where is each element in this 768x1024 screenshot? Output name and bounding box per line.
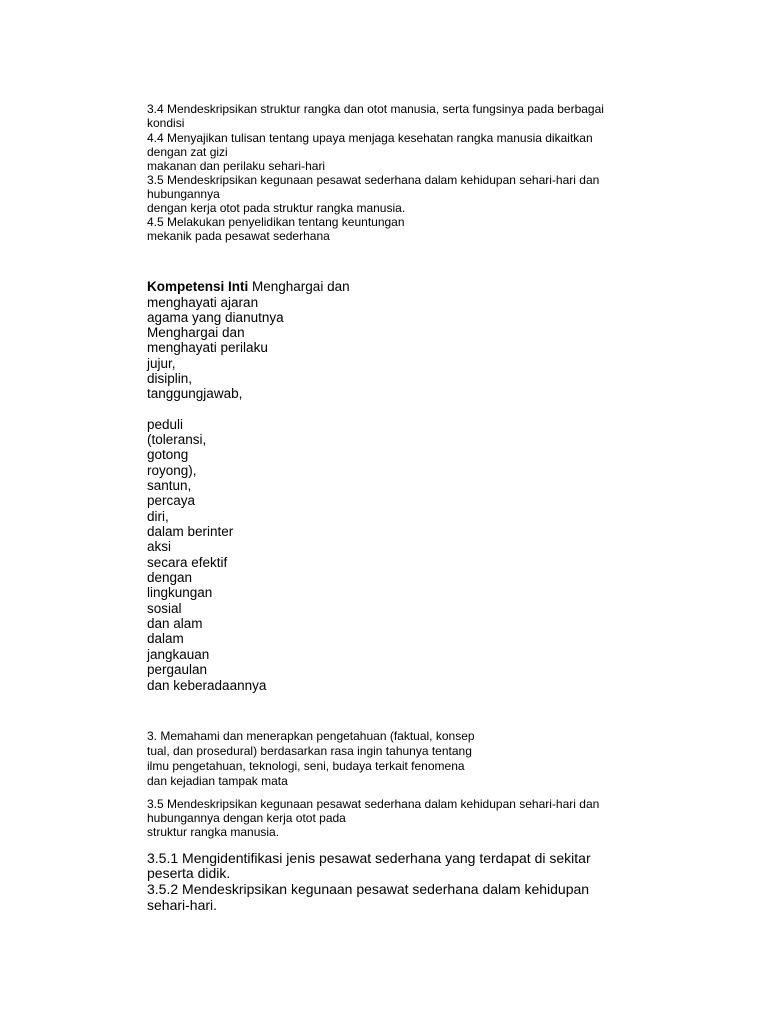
text-line: 4.4 Menyajikan tulisan tentang upaya menjaga kesehatan rangka manusia dikaitkan — [147, 131, 593, 145]
kompetensi-line: gotong — [147, 447, 189, 462]
kompetensi-line: agama yang dianutnya — [147, 310, 284, 325]
kompetensi-line: dalam — [147, 631, 184, 646]
kompetensi-heading-line — [147, 279, 350, 294]
text-line: peserta didik. — [147, 865, 231, 881]
kompetensi-line: pergaulan — [147, 662, 208, 677]
kompetensi-line: menghayati ajaran — [147, 295, 259, 310]
kompetensi-line: jangkauan — [147, 647, 210, 662]
kompetensi-line: secara efektif — [147, 555, 228, 570]
kompetensi-line: dan keberadaannya — [147, 678, 267, 693]
text-line: hubungannya — [147, 187, 220, 201]
kompetensi-line: diri, — [147, 509, 169, 524]
kompetensi-heading: Kompetensi Inti — [147, 279, 249, 294]
kompetensi-line: disiplin, — [147, 371, 193, 386]
text-line: 4.5 Melakukan penyelidikan tentang keuntungan — [147, 215, 405, 229]
kompetensi-first-text: Menghargai dan — [248, 279, 350, 294]
text-line: sehari-hari. — [147, 897, 218, 913]
kompetensi-line: santun, — [147, 478, 192, 493]
text-line: kondisi — [147, 116, 185, 130]
text-line: makanan dan perilaku sehari-hari — [147, 159, 326, 173]
kompetensi-line: aksi — [147, 539, 172, 554]
kompetensi-line: tanggungjawab, — [147, 386, 243, 401]
kompetensi-line: dan alam — [147, 616, 203, 631]
text-line: ilmu pengetahuan, teknologi, seni, budaya terkait fenomena — [147, 759, 465, 773]
kompetensi-line: menghayati perilaku — [147, 340, 268, 355]
text-line: 3.4 Mendeskripsikan struktur rangka dan otot manusia, serta fungsinya pada berbagai — [147, 102, 604, 116]
kompetensi-line: (toleransi, — [147, 432, 207, 447]
text-line: 3.5 Mendeskripsikan kegunaan pesawat sederhana dalam kehidupan sehari-hari dan — [147, 797, 600, 811]
kompetensi-line: jujur, — [147, 356, 176, 371]
kompetensi-line: sosial — [147, 601, 182, 616]
text-line: tual, dan prosedural) berdasarkan rasa ingin tahunya tentang — [147, 744, 472, 758]
kompetensi-line: Menghargai dan — [147, 325, 245, 340]
text-line: dan kejadian tampak mata — [147, 774, 288, 788]
text-line: dengan zat gizi — [147, 145, 228, 159]
text-line: struktur rangka manusia. — [147, 825, 280, 839]
text-line: 3. Memahami dan menerapkan pengetahuan (faktual, konsep — [147, 729, 475, 743]
text-line: mekanik pada pesawat sederhana — [147, 229, 330, 243]
kompetensi-line: dengan — [147, 570, 193, 585]
kompetensi-line: royong), — [147, 463, 197, 478]
text-line: dengan kerja otot pada struktur rangka manusia. — [147, 201, 406, 215]
kompetensi-line: dalam berinter — [147, 524, 234, 539]
kompetensi-line: percaya — [147, 493, 196, 508]
text-line: 3.5.1 Mengidentifikasi jenis pesawat sederhana yang terdapat di sekitar — [147, 850, 591, 866]
text-line: 3.5 Mendeskripsikan kegunaan pesawat sederhana dalam kehidupan sehari-hari dan — [147, 173, 600, 187]
kompetensi-line: peduli — [147, 417, 184, 432]
kompetensi-line: lingkungan — [147, 585, 213, 600]
text-line: hubungannya dengan kerja otot pada — [147, 811, 346, 825]
text-line: 3.5.2 Mendeskripsikan kegunaan pesawat sederhana dalam kehidupan — [147, 881, 590, 897]
